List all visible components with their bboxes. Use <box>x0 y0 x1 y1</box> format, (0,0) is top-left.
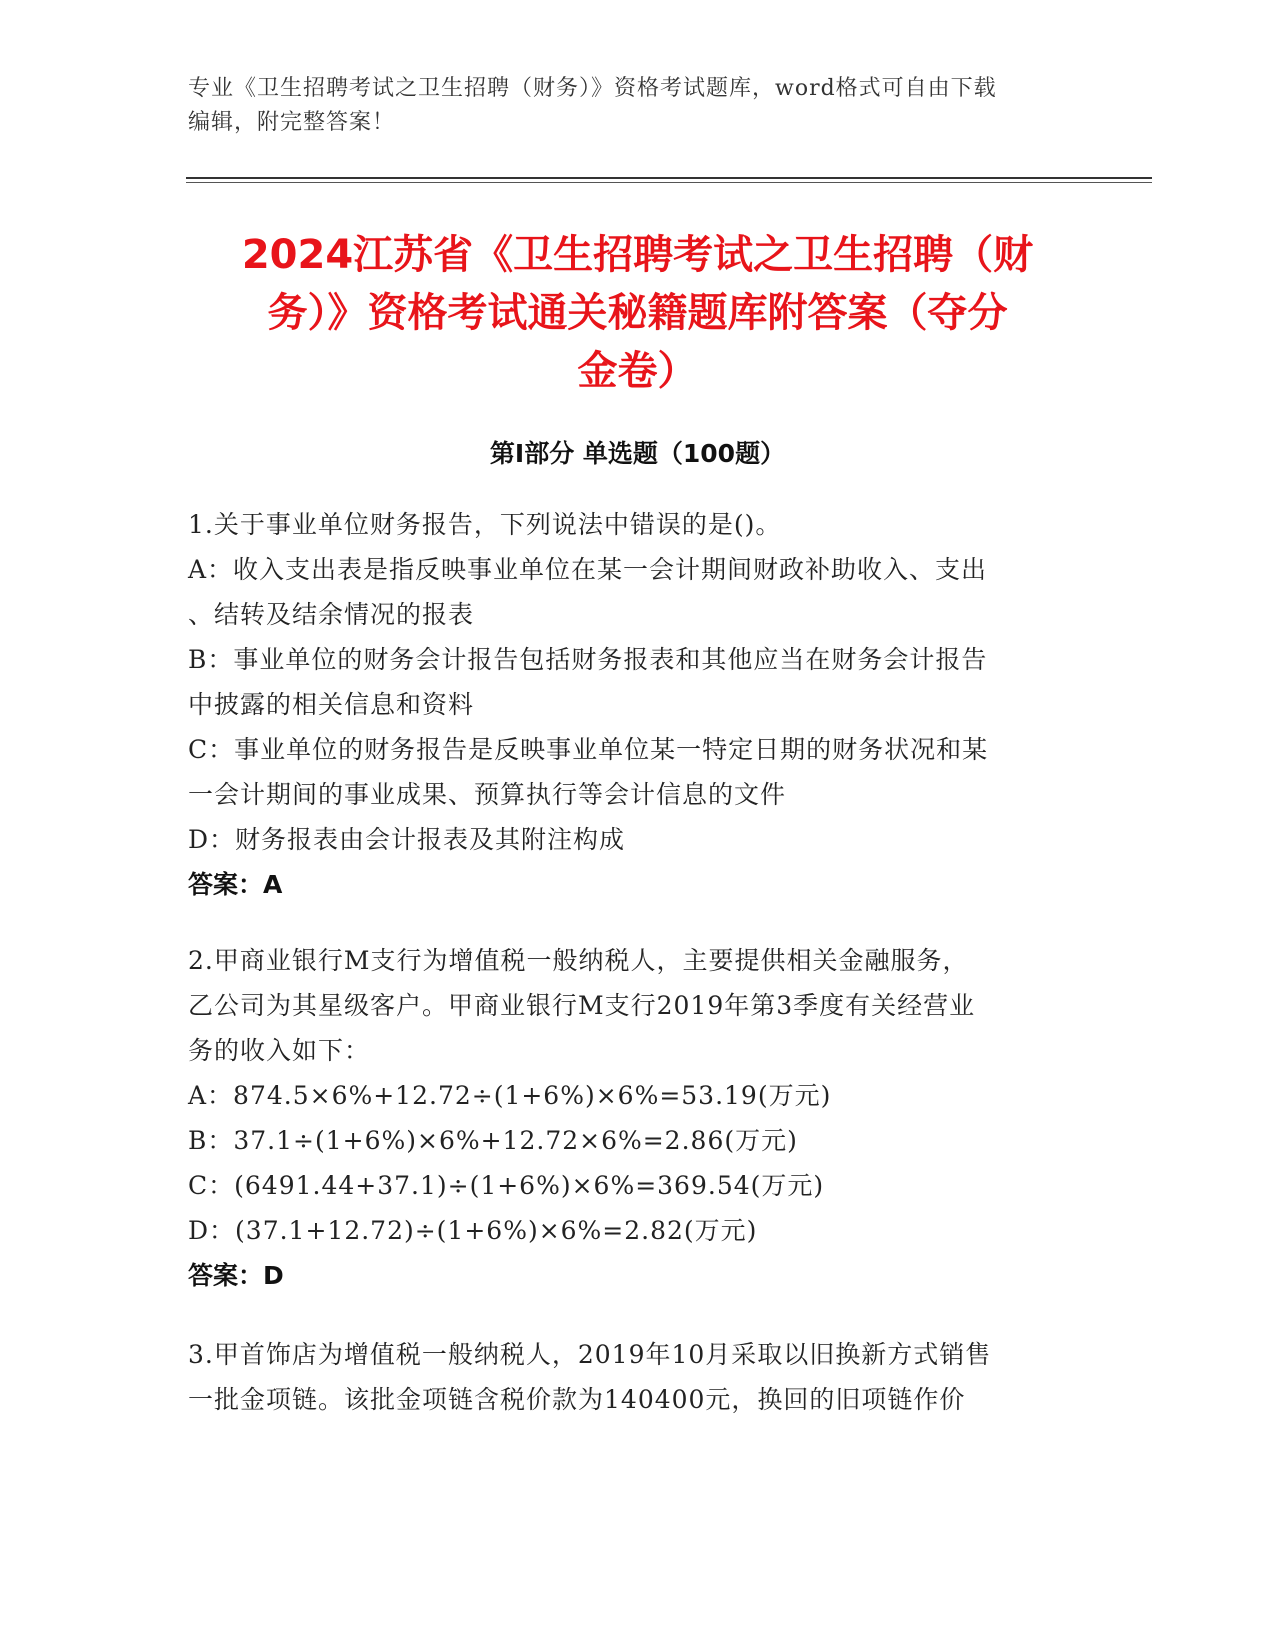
header-note <box>188 72 1088 140</box>
option-c-continued: 一会计期间的事业成果、预算执行等会计信息的文件 <box>188 780 787 809</box>
option-a: A：874.5×6%+12.72÷(1+6%)×6%=53.19(万元) <box>188 1081 832 1110</box>
option-d: D：财务报表由会计报表及其附注构成 <box>188 825 626 854</box>
option-c: C：(6491.44+37.1)÷(1+6%)×6%=369.54(万元) <box>188 1171 825 1200</box>
title-line: 务）》资格考试通关秘籍题库附答案（夺分 <box>267 290 1008 336</box>
header-divider-thick <box>186 177 1152 179</box>
question-stem: 务的收入如下： <box>188 1036 371 1065</box>
question-1 <box>188 502 1078 907</box>
answer-label: 答案：D <box>188 1261 284 1290</box>
answer-label: 答案：A <box>188 870 283 899</box>
question-3 <box>188 1332 1078 1422</box>
title-line: 2024江苏省《卫生招聘考试之卫生招聘（财 <box>241 232 1034 278</box>
question-stem: 2.甲商业银行M支行为增值税一般纳税人，主要提供相关金融服务， <box>188 946 969 975</box>
question-stem: 1.关于事业单位财务报告，下列说法中错误的是()。 <box>188 510 782 539</box>
option-a: A：收入支出表是指反映事业单位在某一会计期间财政补助收入、支出 <box>188 555 988 584</box>
option-d: D：(37.1+12.72)÷(1+6%)×6%=2.82(万元) <box>188 1216 758 1245</box>
option-a-continued: 、结转及结余情况的报表 <box>188 600 475 629</box>
header-divider-thin <box>186 182 1152 183</box>
header-note-line: 专业《卫生招聘考试之卫生招聘（财务）》资格考试题库，word格式可自由下载 <box>188 76 997 101</box>
option-c: C：事业单位的财务报告是反映事业单位某一特定日期的财务状况和某 <box>188 735 989 764</box>
question-2 <box>188 938 1078 1298</box>
header-note-line: 编辑，附完整答案！ <box>188 110 396 135</box>
option-b-continued: 中披露的相关信息和资料 <box>188 690 475 719</box>
question-stem: 一批金项链。该批金项链含税价款为140400元，换回的旧项链作价 <box>188 1385 966 1414</box>
question-stem: 乙公司为其星级客户。甲商业银行M支行2019年第3季度有关经营业 <box>188 991 976 1020</box>
option-b: B：事业单位的财务会计报告包括财务报表和其他应当在财务会计报告 <box>188 645 988 674</box>
question-stem: 3.甲首饰店为增值税一般纳税人，2019年10月采取以旧换新方式销售 <box>188 1340 992 1369</box>
title-line: 金卷） <box>577 348 698 394</box>
section-heading: 第Ⅰ部分 单选题（100题） <box>489 439 786 468</box>
option-b: B：37.1÷(1+6%)×6%+12.72×6%=2.86(万元) <box>188 1126 798 1155</box>
document-title <box>160 226 1115 400</box>
